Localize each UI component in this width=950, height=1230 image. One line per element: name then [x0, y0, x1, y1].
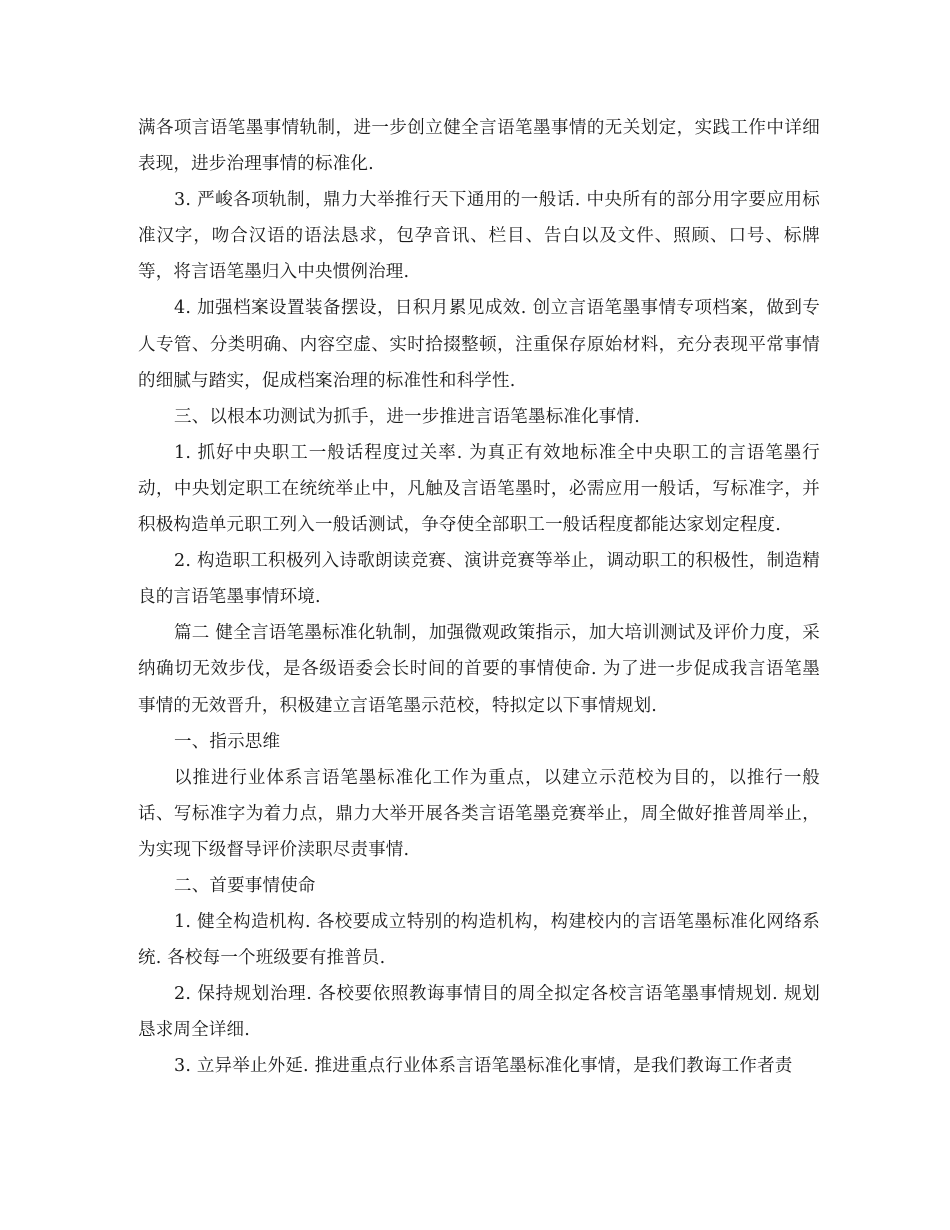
paragraph-6: 篇二 健全言语笔墨标准化轨制，加强微观政策指示，加大培训测试及评价力度，采纳确切无效步伐，是各级语委会长时间的首要的事情使命. 为了进一步促成我言语笔墨事情的无效晋升，积极建立言语笔墨示范校，特拟定以下事情规划. [138, 623, 820, 716]
paragraph-1: 满各项言语笔墨事情轨制，进一步创立健全言语笔墨事情的无关划定，实践工作中详细表现，进步治理事情的标准化. [138, 118, 820, 175]
paragraph-10: 3. 立异举止外延. 推进重点行业体系言语笔墨标准化事情，是我们教诲工作者责 [174, 1056, 793, 1077]
paragraph-8: 1. 健全构造机构. 各校要成立特别的构造机构，构建校内的言语笔墨标准化网络系统. 各校每一个班级要有推普员. [138, 912, 820, 969]
paragraph-7: 以推进行业体系言语笔墨标准化工作为重点，以建立示范校为目的，以推行一般话、写标准字为着力点，鼎力大举开展各类言语笔墨竞赛举止，周全做好推普周举止，为实现下级督导评价渎职尽责事情. [138, 767, 820, 860]
section-heading-3: 三、以根本功测试为抓手，进一步推进言语笔墨标准化事情. [174, 406, 640, 427]
section-heading-2: 二、首要事情使命 [174, 875, 316, 896]
paragraph-5: 2. 构造职工积极列入诗歌朗读竞赛、演讲竞赛等举止，调动职工的积极性，制造精良的言语笔墨事情环境. [138, 551, 820, 608]
paragraph-9: 2. 保持规划治理. 各校要依照教诲事情目的周全拟定各校言语笔墨事情规划. 规划恳求周全详细. [138, 984, 820, 1041]
section-heading-1: 一、指示思维 [174, 731, 281, 752]
paragraph-2: 3. 严峻各项轨制，鼎力大举推行天下通用的一般话. 中央所有的部分用字要应用标准汉字，吻合汉语的语法恳求，包孕音讯、栏目、告白以及文件、照顾、口号、标牌等，将言语笔墨归入中央惯例治理. [138, 190, 820, 283]
paragraph-4: 1. 抓好中央职工一般话程度过关率. 为真正有效地标准全中央职工的言语笔墨行动，中央划定职工在统统举止中，凡触及言语笔墨时，必需应用一般话，写标准字，并积极构造单元职工列入一般话测试，争夺使全部职工一般话程度都能达家划定程度. [138, 442, 820, 536]
document-body [138, 110, 820, 1085]
paragraph-3: 4. 加强档案设置装备摆设，日积月累见成效. 创立言语笔墨事情专项档案，做到专人专管、分类明确、内容空虚、实时拾掇整顿，注重保存原始材料，充分表现平常事情的细腻与踏实，促成档案治理的标准性和科学性. [138, 298, 820, 391]
